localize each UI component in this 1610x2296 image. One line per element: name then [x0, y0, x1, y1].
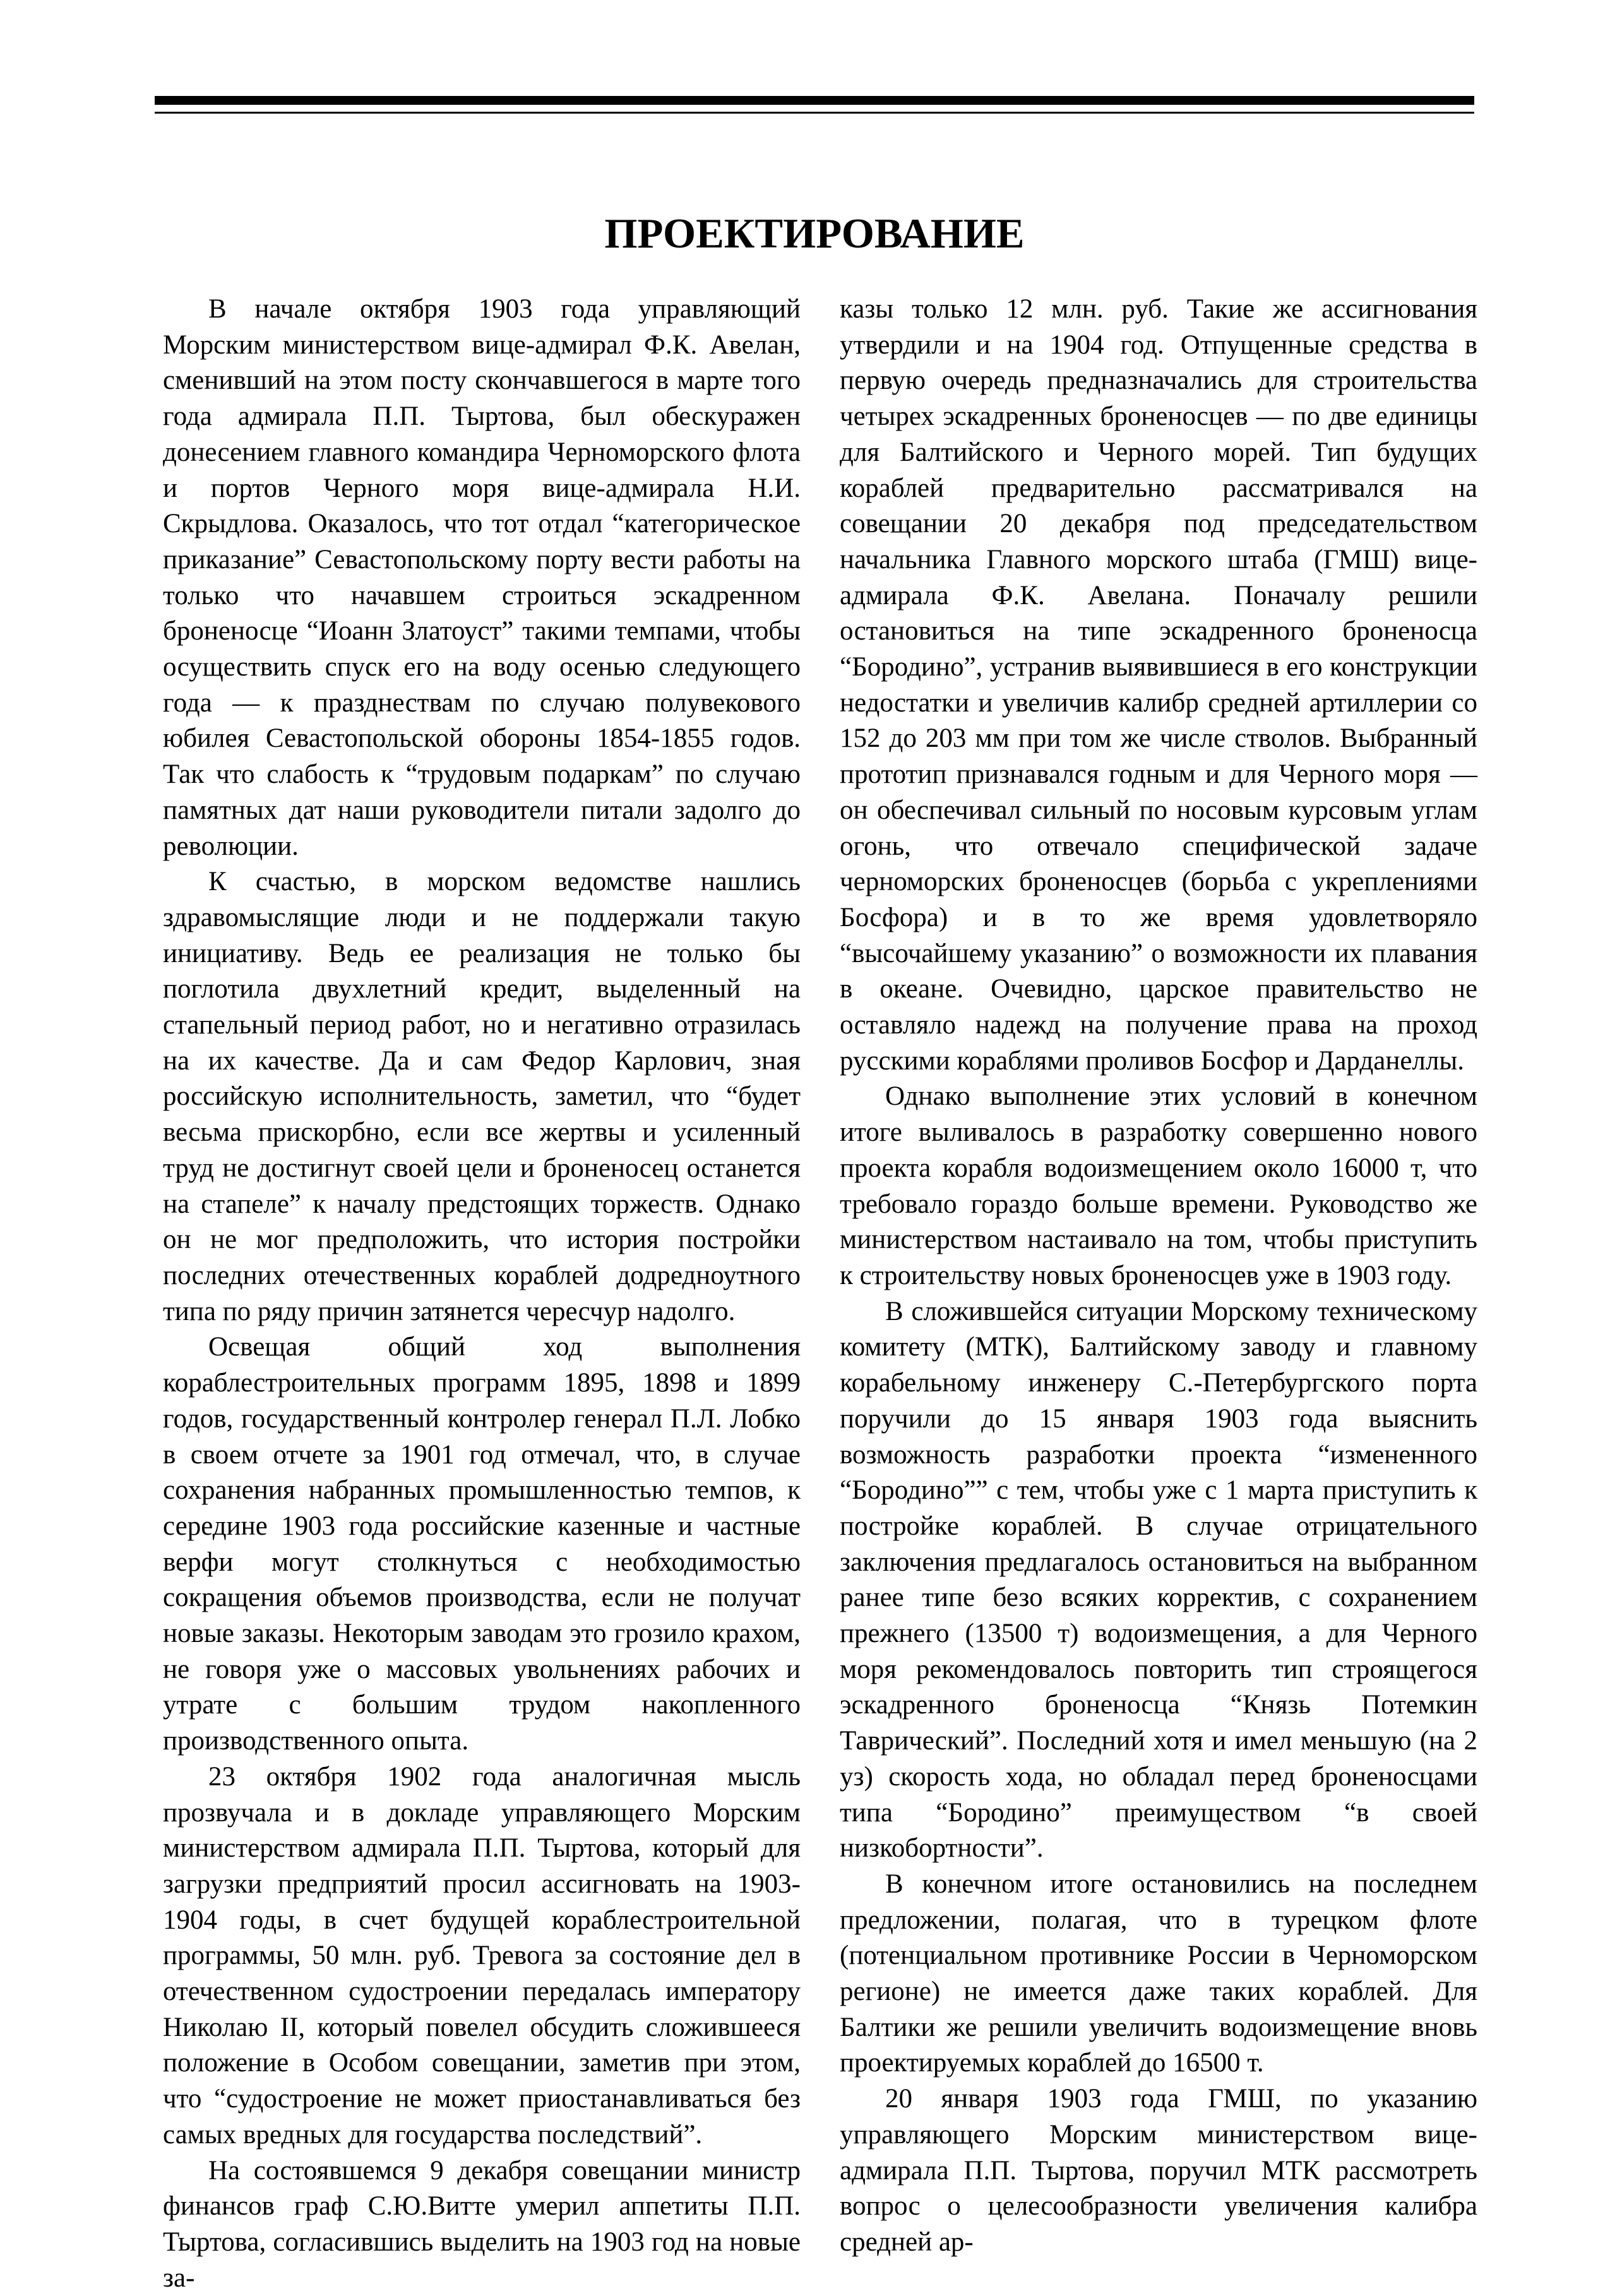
paragraph: К счастью, в морском ведомстве нашлись здравомыслящие люди и не поддержали такую инициативу. Ведь ее реализация не только бы поглотила двухлетний кредит, выделенный на стапельный период работ, но и негативно отразилась на их качестве. Да и сам Федор Карлович, зная российскую исполнительность, заметил, что “будет весьма прискорбно, если все жертвы и усиленный труд не достигнут своей цели и броненосец останется на стапеле” к началу предстоящих торжеств. Однако он не мог предположить, что история постройки последних отечественных кораблей додредноутного типа по ряду причин затянется чересчур надолго.	[163, 867, 801, 1326]
paragraph-continued: казы только 12 млн. руб. Такие же ассигнования утвердили и на 1904 год. Отпущенные средства в первую очередь предназначались для строительства четырех эскадренных броненосцев — по две единицы для Балтийского и Черного морей. Тип будущих кораблей предварительно рассматривался на совещании 20 декабря под председательством начальника Главного морского штаба (ГМШ) вице-адмирала Ф.К. Авелана. Поначалу решили остановиться на типе эскадренного броненосца “Бородино”, устранив выявившиеся в его конструкции недостатки и увеличив калибр средней артиллерии со 152 до 203 мм при том же числе стволов. Выбранный прототип признавался годным и для Черного моря — он обеспечивал сильный по носовым курсовым углам огонь, что отвечало специфической задаче черноморских броненосцев (борьба с укреплениями Босфора) и в то же время удовлетворяло “высочайшему указанию” о возможности их плавания в океане. Очевидно, царское правительство не оставляло надежд на получение права на проход русскими кораблями проливов Босфор и Дарданеллы.	[840, 294, 1477, 1076]
paragraph: 23 октября 1902 года аналогичная мысль прозвучала и в докладе управляющего Морским министерством адмирала П.П. Тыртова, который для загрузки предприятий просил ассигновать на 1903-1904 годы, в счет будущей кораблестроительной программы, 50 млн. руб. Тревога за состояние дел в отечественном судостроении передалась императору Николаю II, который повелел обсудить сложившееся положение в Особом совещании, заметив при этом, что “судостроение не может приостанавливаться без самых вредных для государства последствий”.	[163, 1761, 801, 2150]
header-rule-thick	[155, 96, 1474, 105]
paragraph: Освещая общий ход выполнения кораблестроительных программ 1895, 1898 и 1899 годов, государственный контролер генерал П.Л. Лобко в своем отчете за 1901 год отмечал, что, в случае сохранения набранных промышленностью темпов, к середине 1903 года российские казенные и частные верфи могут столкнуться с необходимостью сокращения объемов производства, если не получат новые заказы. Некоторым заводам это грозило крахом, не говоря уже о массовых увольнениях рабочих и утрате с большим трудом накопленного производственного опыта.	[163, 1332, 801, 1756]
paragraph: Однако выполнение этих условий в конечном итоге выливалось в разработку совершенно нового проекта корабля водоизмещением около 16000 т, что требовало гораздо больше времени. Руководство же министерством настаивало на том, чтобы приступить к строительству новых броненосцев уже в 1903 году.	[840, 1081, 1477, 1290]
paragraph: В конечном итоге остановились на последнем предложении, полагая, что в турецком флоте (потенциальном противнике России в Черноморском регионе) не имеется даже таких кораблей. Для Балтики же решили увеличить водоизмещение вновь проектируемых кораблей до 16500 т.	[840, 1869, 1477, 2078]
paragraph: 20 января 1903 года ГМШ, по указанию управляющего Морским министерством вице-адмирала П.П. Тыртова, поручил МТК рассмотреть вопрос о целесообразности увеличения калибра средней ар-	[840, 2084, 1477, 2257]
page-title: ПРОЕКТИРОВАНИЕ	[604, 210, 1025, 257]
right-column	[840, 292, 1477, 2261]
header-rule-thin	[155, 112, 1474, 114]
paragraph: На состоявшемся 9 декабря совещании министр финансов граф С.Ю.Витте умерил аппетиты П.П. Тыртова, согласившись выделить на 1903 год на новые за-	[163, 2155, 801, 2293]
paragraph: В сложившейся ситуации Морскому техническому комитету (МТК), Балтийскому заводу и главному корабельному инженеру С.-Петербургского порта поручили до 15 января 1903 года выяснить возможность разработки проекта “измененного “Бородино”” с тем, чтобы уже с 1 марта приступить к постройке кораблей. В случае отрицательного заключения предлагалось остановиться на выбранном ранее типе безо всяких корректив, с сохранением прежнего (13500 т) водоизмещения, а для Черного моря рекомендовалось повторить тип строящегося эскадренного броненосца “Князь Потемкин Таврический”. Последний хотя и имел меньшую (на 2 уз) скорость хода, но обладал перед броненосцами типа “Бородино” преимуществом “в своей низкобортности”.	[840, 1296, 1477, 1864]
paragraph: В начале октября 1903 года управляющий Морским министерством вице-адмирал Ф.К. Авелан, сменивший на этом посту скончавшегося в марте того года адмирала П.П. Тыртова, был обескуражен донесением главного командира Черноморского флота и портов Черного моря вице-адмирала Н.И. Скрыдлова. Оказалось, что тот отдал “категорическое приказание” Севастопольскому порту вести работы на только что начавшем строиться эскадренном броненосце “Иоанн Златоуст” такими темпами, чтобы осуществить спуск его на воду осенью следующего года — к празднествам по случаю полувекового юбилея Севастопольской обороны 1854-1855 годов. Так что слабость к “трудовым подаркам” по случаю памятных дат наши руководители питали задолго до революции.	[163, 294, 801, 861]
left-column	[163, 292, 801, 2296]
